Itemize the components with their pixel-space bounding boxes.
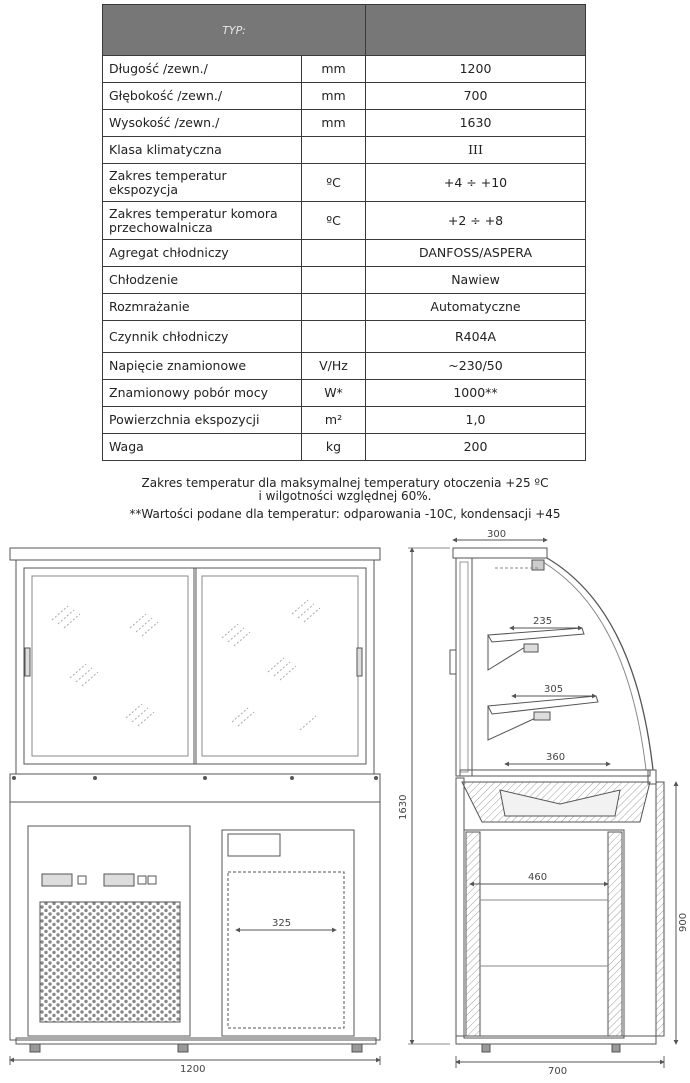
side-foot-rear [482,1044,490,1052]
param-value: 1000** [366,380,586,407]
storage-door [222,830,354,1036]
dim-front-width: 1200 [180,1064,206,1075]
side-rear-glass-inner [460,562,468,772]
storage-chamber [464,830,624,1038]
display-base [460,770,650,776]
table-row [103,407,586,434]
chamber-rear-insulation [466,832,480,1036]
front-foot-2 [178,1044,188,1052]
dim-inner-width: 325 [272,918,292,929]
front-view [10,548,380,1065]
front-top-panel [10,548,380,560]
shelf-2-lamp [534,712,550,720]
param-name: Zakres temperatur ekspozycja [103,164,302,202]
param-name: Rozmrażanie [103,294,302,321]
table-row [103,380,586,407]
param-value: R404A [366,321,586,353]
side-top-panel [453,548,547,558]
door-label-plate [228,834,280,856]
controller-right-button-1 [138,876,146,884]
param-unit: ºC [302,164,366,202]
footnote-temperature: Zakres temperatur dla maksymalnej temperatury otoczenia +25 ºC [141,476,549,490]
side-handle [450,650,456,674]
param-unit: mm [302,83,366,110]
shelf-2 [488,696,598,714]
table-row [103,83,586,110]
param-unit [302,294,366,321]
param-value: +2 ÷ +8 [366,202,586,240]
controller-right [104,874,134,886]
front-foot-3 [352,1044,362,1052]
table-header-row [103,5,586,56]
param-value: ~230/50 [366,353,586,380]
param-unit: W* [302,380,366,407]
param-unit: mm [302,110,366,137]
right-door-handle [357,648,362,676]
footnote-conditions: **Wartości podane dla temperatur: odparowania -10C, kondensacji +45 [129,507,561,521]
dim-depth: 700 [548,1066,568,1077]
dim-shelf-1: 235 [533,616,553,627]
footnote-humidity: i wilgotności względnej 60%. [258,489,432,503]
controller-left [42,874,72,886]
side-rear-glass [456,558,472,776]
table-row [103,434,586,461]
param-name: Klasa klimatyczna [103,137,302,164]
dim-chamber: 460 [528,872,548,883]
param-value: Automatyczne [366,294,586,321]
side-foot-front [612,1044,620,1052]
param-name: Napięcie znamionowe [103,353,302,380]
shelf-1-lamp [524,644,538,652]
param-value: 1,0 [366,407,586,434]
dim-side-top: 300 [487,529,507,540]
side-rear-wall [456,778,464,1036]
param-value: 1630 [366,110,586,137]
param-value: 200 [366,434,586,461]
side-plinth [456,1036,656,1044]
shelf-1 [488,628,584,642]
param-unit: ºC [302,202,366,240]
door-inner-outline [228,872,344,1028]
table-row [103,267,586,294]
front-plinth [16,1038,376,1044]
technical-drawing [0,520,690,1083]
table-row [103,56,586,83]
controller-right-button-2 [148,876,156,884]
param-name: Zakres temperatur komora przechowalnicza [103,202,302,240]
front-glass-frame [16,560,374,774]
param-unit: V/Hz [302,353,366,380]
left-glass-pane [32,576,188,756]
glass-reflection [52,600,320,730]
front-foot-1 [30,1044,40,1052]
left-glass-door [24,568,196,764]
table-row [103,353,586,380]
param-name: Agregat chłodniczy [103,240,302,267]
param-name: Czynnik chłodniczy [103,321,302,353]
param-value: +4 ÷ +10 [366,164,586,202]
dim-shelf-3: 360 [546,752,566,763]
right-glass-door [194,568,366,764]
param-name: Długość /zewn./ [103,56,302,83]
param-name: Głębokość /zewn./ [103,83,302,110]
param-name: Chłodzenie [103,267,302,294]
dim-shelf-2: 305 [544,684,564,695]
param-name: Wysokość /zewn./ [103,110,302,137]
left-door-handle [25,648,30,676]
dim-total-height: 1630 [398,794,409,820]
param-value: 1200 [366,56,586,83]
table-row [103,137,586,164]
table-row [103,110,586,137]
chamber-front-insulation [608,832,622,1036]
param-name: Powierzchnia ekspozycji [103,407,302,434]
front-wall-insulation [656,782,664,1036]
front-middle-panel [10,774,380,802]
spec-table [102,4,586,461]
table-row [103,294,586,321]
table-row [103,321,586,353]
type-header: TYP: [103,5,366,56]
param-value: Nawiew [366,267,586,294]
table-row [103,202,586,240]
param-value: DANFOSS/ASPERA [366,240,586,267]
param-unit [302,321,366,353]
param-unit [302,267,366,294]
param-name: Znamionowy pobór mocy [103,380,302,407]
controller-left-button [78,876,86,884]
type-value-header [366,5,586,56]
param-unit [302,137,366,164]
param-name: Waga [103,434,302,461]
param-value: III [366,137,586,164]
param-unit: m² [302,407,366,434]
param-unit: mm [302,56,366,83]
param-unit: kg [302,434,366,461]
table-row [103,240,586,267]
dim-base-height: 900 [678,912,689,932]
ventilation-grille [40,902,180,1022]
curved-front-glass [547,558,653,770]
table-row [103,164,586,202]
param-value: 700 [366,83,586,110]
right-glass-pane [202,576,358,756]
param-unit [302,240,366,267]
